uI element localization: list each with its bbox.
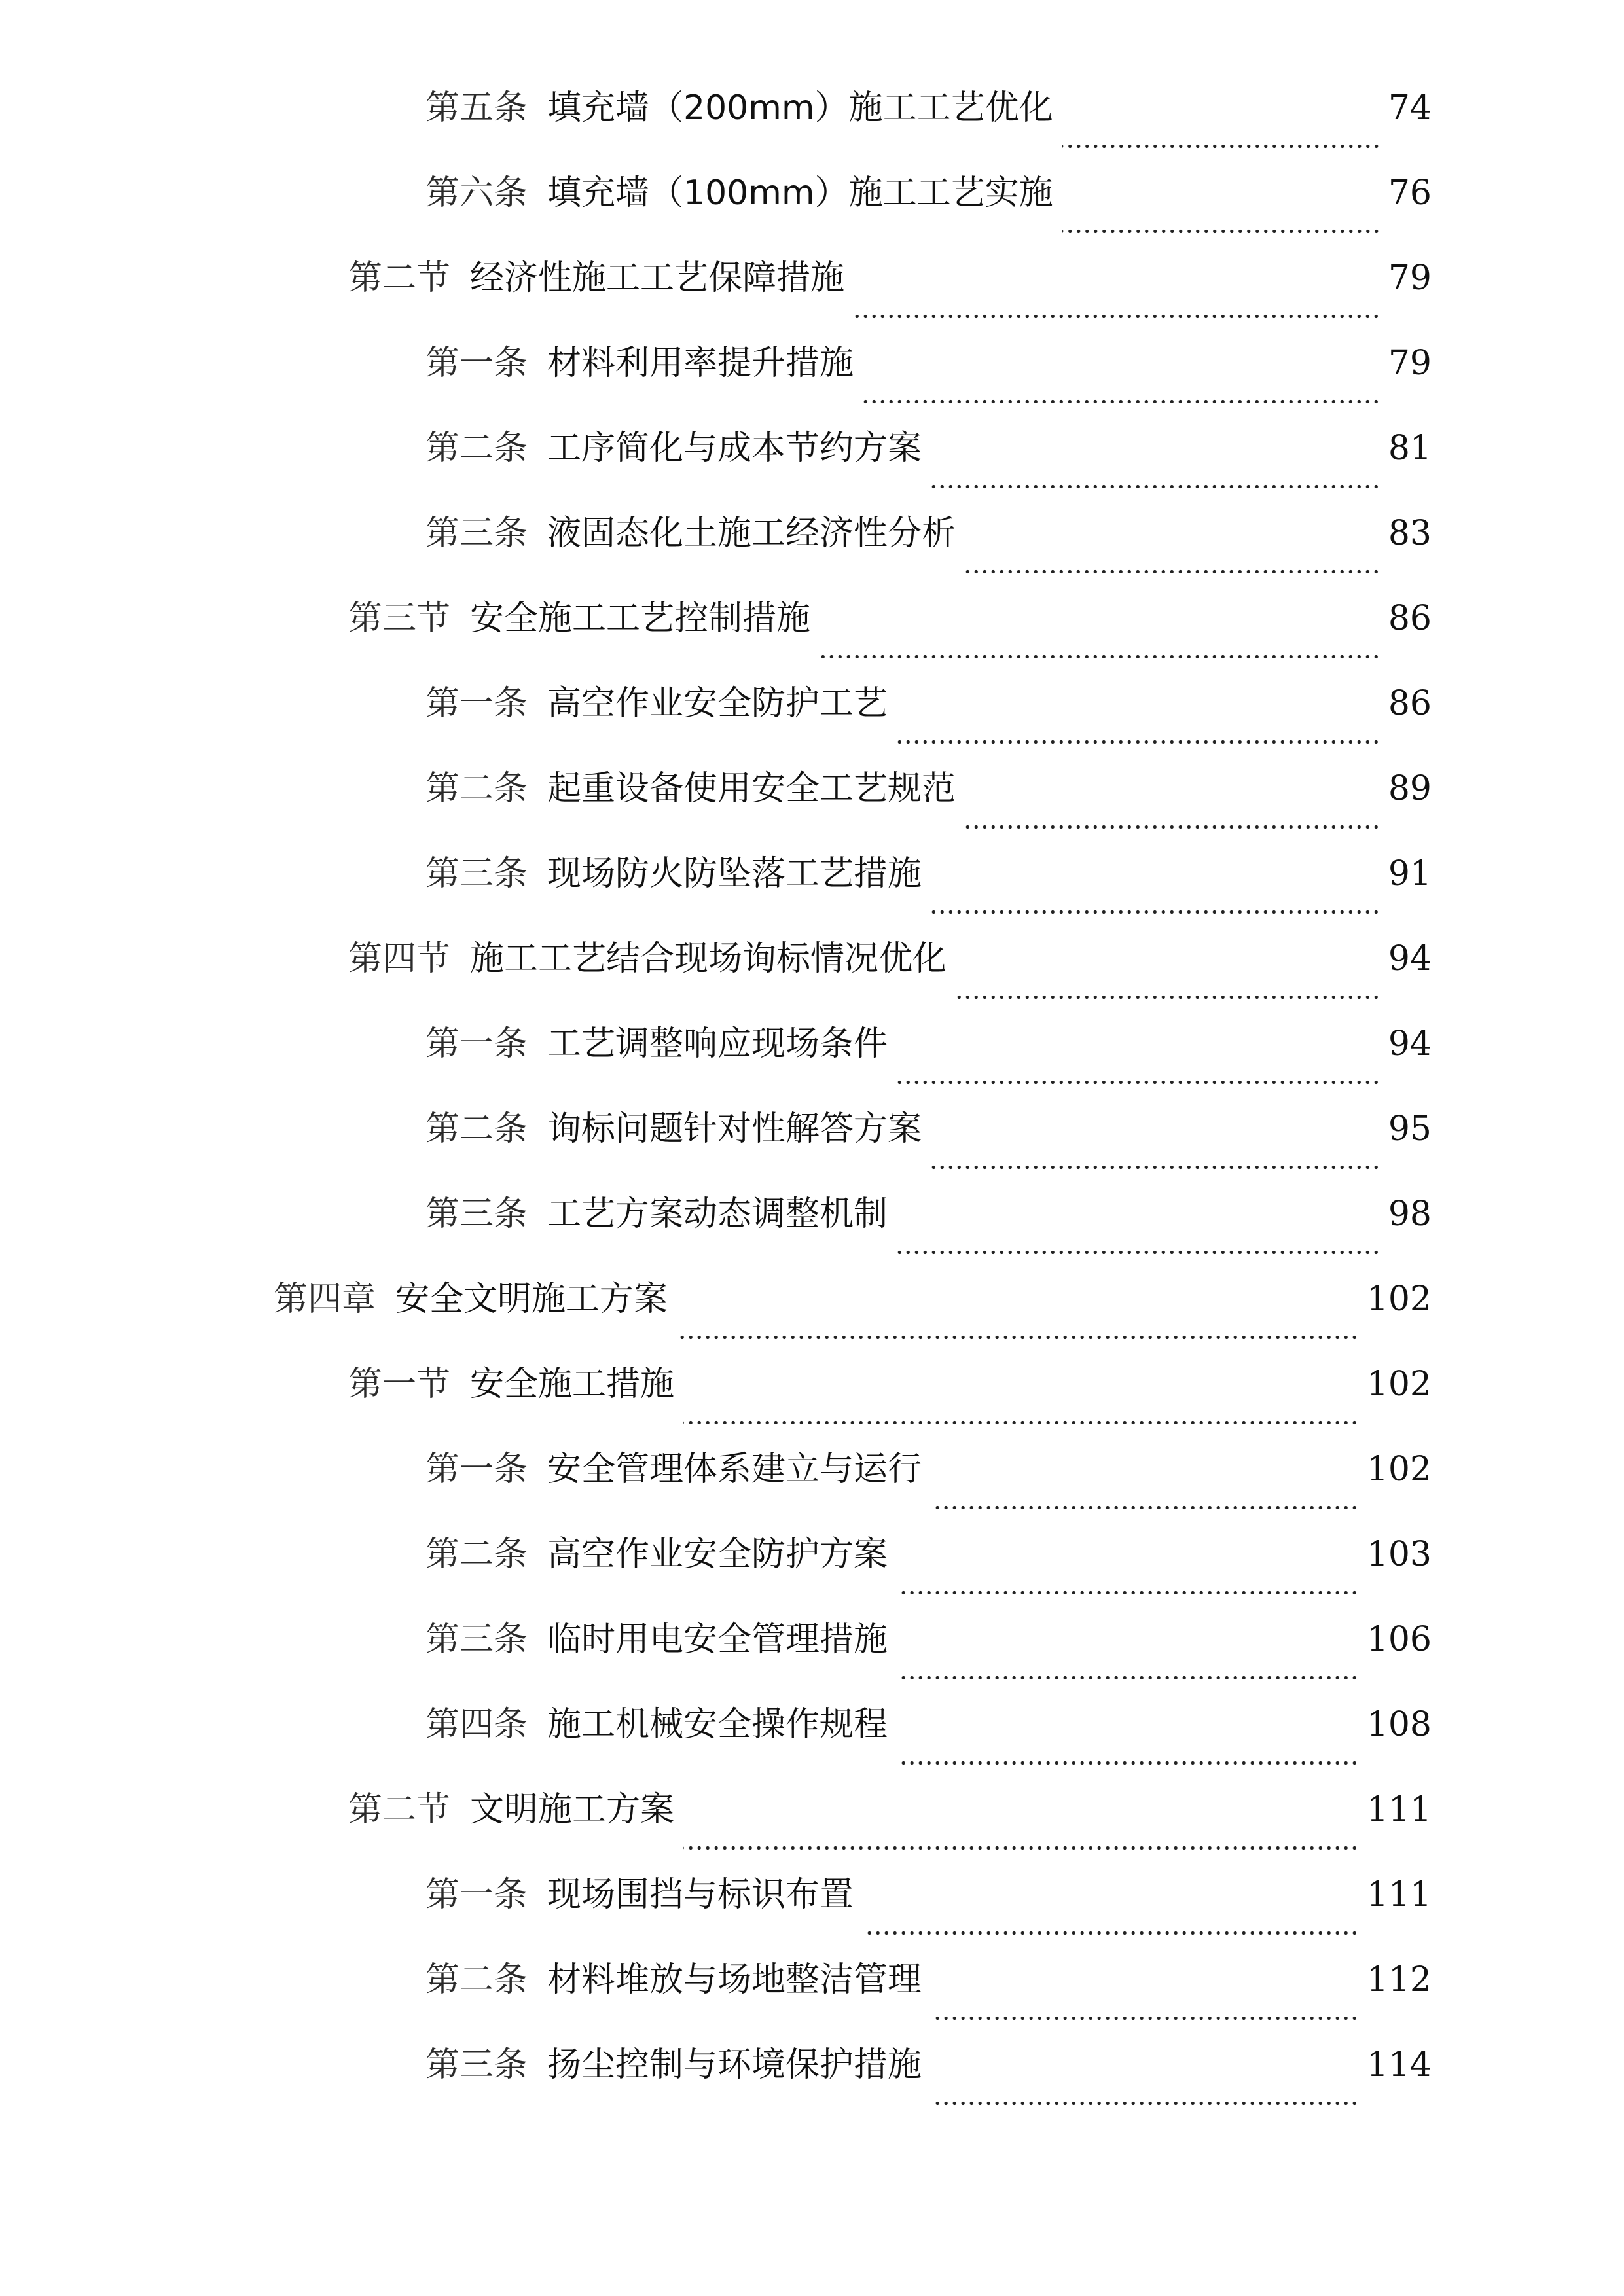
toc-entry-page-number: 102 — [1366, 1280, 1432, 1319]
dot-leader — [965, 805, 1380, 831]
toc-entry-article[interactable] — [0, 1086, 1624, 1172]
toc-entry-title: 现场围挡与标识布置 — [547, 1875, 854, 1914]
dot-leader — [931, 890, 1380, 916]
toc-entry-page-number: 112 — [1366, 1960, 1432, 2000]
toc-entry-title: 扬尘控制与环境保护措施 — [547, 2045, 922, 2085]
toc-entry-number: 第三条 — [425, 1620, 528, 1659]
toc-entry-number: 第四章 — [274, 1280, 376, 1319]
toc-entry-number: 第三节 — [348, 599, 451, 638]
toc-entry-article[interactable] — [0, 151, 1624, 236]
toc-entry-number: 第三条 — [425, 854, 528, 893]
toc-entry-number: 第三条 — [425, 514, 528, 553]
toc-entry-page-number: 86 — [1388, 599, 1432, 638]
toc-entry-article[interactable] — [0, 746, 1624, 831]
toc-entry-section[interactable] — [0, 1767, 1624, 1852]
toc-entry-title: 工序简化与成本节约方案 — [547, 429, 922, 468]
toc-entry-page-number: 83 — [1388, 514, 1432, 553]
toc-entry-number: 第一条 — [425, 1450, 528, 1489]
toc-entry-number: 第一条 — [425, 344, 528, 383]
toc-entry-article[interactable] — [0, 1682, 1624, 1767]
toc-entry-title: 现场防火防坠落工艺措施 — [547, 854, 922, 893]
table-of-contents — [0, 65, 1624, 2108]
toc-entry-article[interactable] — [0, 491, 1624, 576]
dot-leader — [965, 550, 1380, 576]
dot-leader — [863, 1911, 1359, 1937]
toc-entry-number: 第一条 — [425, 684, 528, 723]
toc-entry-article[interactable] — [0, 831, 1624, 916]
toc-entry-section[interactable] — [0, 236, 1624, 321]
dot-leader — [897, 1571, 1359, 1597]
toc-entry-number: 第三条 — [425, 1194, 528, 1234]
toc-entry-article[interactable] — [0, 406, 1624, 491]
toc-entry-number: 第五条 — [425, 88, 528, 128]
toc-entry-title: 安全施工措施 — [470, 1365, 675, 1404]
toc-entry-article[interactable] — [0, 1597, 1624, 1682]
toc-entry-title: 起重设备使用安全工艺规范 — [547, 769, 956, 808]
dot-leader — [897, 1656, 1359, 1682]
toc-entry-number: 第一条 — [425, 1875, 528, 1914]
toc-entry-number: 第二条 — [425, 1109, 528, 1149]
toc-entry-number: 第二节 — [348, 1790, 451, 1829]
toc-entry-page-number: 74 — [1388, 88, 1432, 128]
toc-entry-section[interactable] — [0, 916, 1624, 1001]
dot-leader — [897, 1741, 1359, 1767]
toc-entry-number: 第二节 — [348, 259, 451, 298]
toc-entry-article[interactable] — [0, 1937, 1624, 2022]
toc-entry-article[interactable] — [0, 1001, 1624, 1086]
toc-entry-title: 安全文明施工方案 — [395, 1280, 668, 1319]
dot-leader — [931, 1145, 1380, 1172]
toc-entry-number: 第二条 — [425, 1960, 528, 2000]
toc-entry-article[interactable] — [0, 1172, 1624, 1257]
toc-entry-page-number: 79 — [1388, 344, 1432, 383]
dot-leader — [897, 1230, 1380, 1257]
toc-entry-title: 材料利用率提升措施 — [547, 344, 854, 383]
toc-entry-number: 第二条 — [425, 429, 528, 468]
toc-entry-page-number: 106 — [1366, 1620, 1432, 1659]
dot-leader — [863, 380, 1380, 406]
toc-entry-page-number: 114 — [1366, 2045, 1432, 2085]
toc-entry-section[interactable] — [0, 1342, 1624, 1427]
toc-entry-chapter[interactable] — [0, 1257, 1624, 1342]
dot-leader — [931, 2081, 1359, 2108]
toc-entry-page-number: 111 — [1366, 1875, 1432, 1914]
toc-entry-number: 第四条 — [425, 1705, 528, 1744]
toc-entry-page-number: 79 — [1388, 259, 1432, 298]
toc-entry-page-number: 89 — [1388, 769, 1432, 808]
toc-entry-title: 安全施工工艺控制措施 — [470, 599, 811, 638]
dot-leader — [1062, 124, 1380, 151]
dot-leader — [677, 1316, 1359, 1342]
toc-entry-number: 第三条 — [425, 2045, 528, 2085]
toc-entry-title: 施工工艺结合现场询标情况优化 — [470, 939, 947, 978]
toc-entry-page-number: 108 — [1366, 1705, 1432, 1744]
toc-entry-article[interactable] — [0, 1512, 1624, 1597]
toc-entry-number: 第六条 — [425, 173, 528, 213]
toc-entry-section[interactable] — [0, 576, 1624, 661]
dot-leader — [854, 295, 1380, 321]
toc-entry-title: 经济性施工工艺保障措施 — [470, 259, 845, 298]
toc-entry-title: 工艺方案动态调整机制 — [547, 1194, 888, 1234]
toc-entry-title: 临时用电安全管理措施 — [547, 1620, 888, 1659]
dot-leader — [931, 1486, 1359, 1512]
toc-entry-title: 安全管理体系建立与运行 — [547, 1450, 922, 1489]
dot-leader — [931, 1996, 1359, 2022]
toc-entry-title: 施工机械安全操作规程 — [547, 1705, 888, 1744]
toc-entry-page-number: 102 — [1366, 1365, 1432, 1404]
toc-entry-article[interactable] — [0, 1427, 1624, 1512]
toc-entry-title: 高空作业安全防护方案 — [547, 1535, 888, 1574]
toc-entry-article[interactable] — [0, 2022, 1624, 2108]
toc-entry-title: 高空作业安全防护工艺 — [547, 684, 888, 723]
toc-entry-number: 第一节 — [348, 1365, 451, 1404]
toc-entry-page-number: 94 — [1388, 1024, 1432, 1064]
toc-entry-page-number: 94 — [1388, 939, 1432, 978]
toc-entry-page-number: 76 — [1388, 173, 1432, 213]
dot-leader — [683, 1826, 1359, 1852]
toc-entry-page-number: 103 — [1366, 1535, 1432, 1574]
toc-entry-page-number: 81 — [1388, 429, 1432, 468]
toc-entry-title: 工艺调整响应现场条件 — [547, 1024, 888, 1064]
toc-entry-title: 文明施工方案 — [470, 1790, 675, 1829]
dot-leader — [1062, 209, 1380, 236]
toc-entry-article[interactable] — [0, 661, 1624, 746]
toc-entry-article[interactable] — [0, 321, 1624, 406]
toc-entry-number: 第二条 — [425, 1535, 528, 1574]
toc-entry-page-number: 98 — [1388, 1194, 1432, 1234]
toc-entry-page-number: 91 — [1388, 854, 1432, 893]
toc-entry-title: 询标问题针对性解答方案 — [547, 1109, 922, 1149]
toc-entry-page-number: 95 — [1388, 1109, 1432, 1149]
toc-entry-number: 第一条 — [425, 1024, 528, 1064]
toc-entry-title: 材料堆放与场地整洁管理 — [547, 1960, 922, 2000]
dot-leader — [897, 720, 1380, 746]
dot-leader — [820, 635, 1380, 661]
toc-entry-title: 填充墙（100mm）施工工艺实施 — [547, 173, 1053, 213]
toc-entry-title: 液固态化土施工经济性分析 — [547, 514, 956, 553]
toc-entry-page-number: 86 — [1388, 684, 1432, 723]
toc-entry-page-number: 102 — [1366, 1450, 1432, 1489]
toc-entry-title: 填充墙（200mm）施工工艺优化 — [547, 88, 1053, 128]
toc-entry-article[interactable] — [0, 1852, 1624, 1937]
toc-entry-number: 第四节 — [348, 939, 451, 978]
toc-entry-article[interactable] — [0, 65, 1624, 151]
dot-leader — [897, 1060, 1380, 1086]
toc-entry-number: 第二条 — [425, 769, 528, 808]
toc-entry-page-number: 111 — [1366, 1790, 1432, 1829]
dot-leader — [931, 465, 1380, 491]
dot-leader — [956, 975, 1380, 1001]
dot-leader — [683, 1401, 1359, 1427]
